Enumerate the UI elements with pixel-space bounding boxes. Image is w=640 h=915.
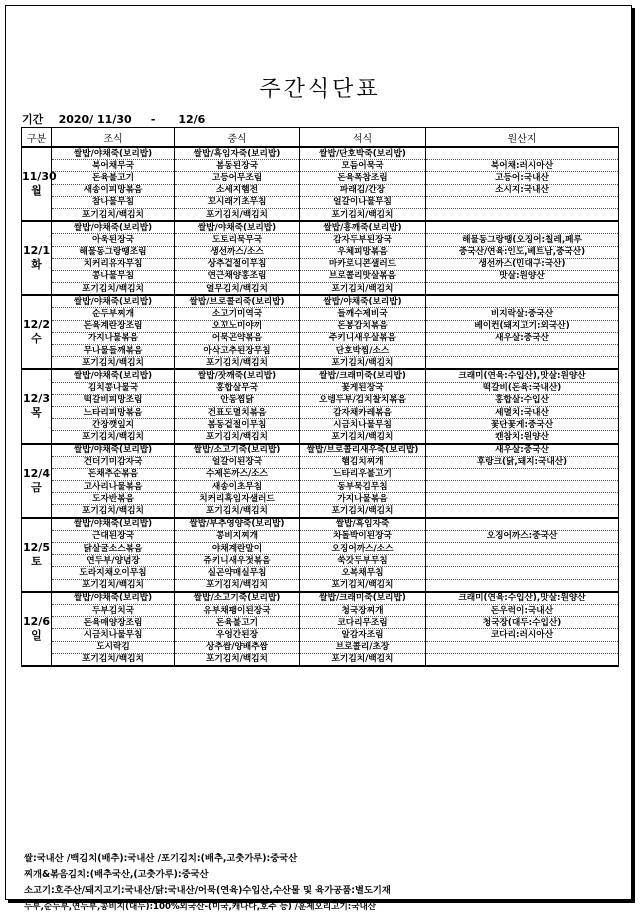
table-row (22, 382, 619, 394)
day-weekday: 금 (31, 480, 42, 494)
breakfast-cell: 고사리나물볶음 (52, 481, 175, 493)
table-row (22, 221, 619, 234)
dinner-cell: 들깨수제비국 (300, 308, 426, 320)
dinner-cell: 브로콜리맛살볶음 (300, 270, 426, 282)
day-date: 12/3 (23, 392, 50, 406)
origin-cell (426, 518, 619, 531)
lunch-cell: 쌀밥/소고기죽(보리밥) (175, 592, 300, 605)
table-row (22, 604, 619, 616)
lunch-cell: 열무김치/백김치 (175, 283, 300, 296)
dinner-cell: 파래김/간장 (300, 184, 426, 196)
lunch-cell: 연근채양홍조림 (175, 270, 300, 282)
dinner-cell: 코다리무조림 (300, 617, 426, 629)
lunch-cell: 안동찜닭 (175, 394, 300, 406)
table-row (22, 184, 619, 196)
lunch-cell: 오꼬노미야끼 (175, 320, 300, 332)
menu-table (21, 127, 619, 667)
table-row (22, 653, 619, 666)
breakfast-cell: 돈육불고기 (52, 172, 175, 184)
table-row (22, 308, 619, 320)
day-date: 11/30 (22, 170, 57, 184)
note-line: 쌀:국내산 /백김치(배추):국내산 /포기김치:(배추,고춧가루):중국산 (24, 853, 298, 864)
breakfast-cell: 도시락김 (52, 641, 175, 653)
breakfast-cell: 쌀밥/야채죽(보리밥) (52, 369, 175, 382)
dinner-cell: 알감자조림 (300, 629, 426, 641)
dinner-cell: 느타리우불고기 (300, 468, 426, 480)
origin-cell: 청국장(대두:수입산) (426, 617, 619, 629)
breakfast-cell: 연두부/양념장 (52, 555, 175, 567)
dinner-cell: 포기김치/백김치 (300, 431, 426, 444)
breakfast-cell: 포기김치/백김치 (52, 208, 175, 221)
lunch-cell: 포기김치/백김치 (175, 653, 300, 666)
table-row (22, 196, 619, 208)
breakfast-cell: 북어채무국 (52, 160, 175, 172)
dinner-cell: 오뎅두부/김치찰치볶음 (300, 394, 426, 406)
lunch-cell: 새송이초무침 (175, 481, 300, 493)
table-row (22, 394, 619, 406)
origin-cell (426, 653, 619, 666)
dinner-cell: 쌀밥/야채죽(보리밥) (300, 295, 426, 308)
table-row (22, 234, 619, 246)
lunch-cell: 아삭고추된장무침 (175, 345, 300, 357)
header-dinner: 석식 (300, 128, 426, 148)
day-weekday: 화 (31, 258, 42, 272)
day-weekday: 목 (31, 406, 42, 420)
dinner-cell: 포기김치/백김치 (300, 208, 426, 221)
origin-cell (426, 567, 619, 579)
breakfast-cell: 가지나물볶음 (52, 332, 175, 344)
table-row (22, 444, 619, 457)
table-row (22, 147, 619, 160)
breakfast-cell: 포기김치/백김치 (52, 653, 175, 666)
table-row (22, 579, 619, 592)
dinner-cell: 주키니새우살볶음 (300, 332, 426, 344)
dinner-cell: 감자두부된장국 (300, 234, 426, 246)
origin-cell (426, 295, 619, 308)
breakfast-cell: 돈육매양장조림 (52, 617, 175, 629)
dinner-cell: 마카로니콘샐러드 (300, 258, 426, 270)
table-row (22, 567, 619, 579)
lunch-cell: 야채계란말이 (175, 543, 300, 555)
origin-cell: 크래미(연육:수입산),맛살:원양산 (426, 369, 619, 382)
day-date: 12/5 (23, 540, 50, 554)
origin-cell (426, 579, 619, 592)
table-row (22, 617, 619, 629)
origin-cell: 비지락살:중국산 (426, 308, 619, 320)
lunch-cell: 유부채팽이된장국 (175, 604, 300, 616)
lunch-cell: 포기김치/백김치 (175, 579, 300, 592)
lunch-cell: 우엉간된장 (175, 629, 300, 641)
day-label (22, 295, 52, 369)
breakfast-cell: 닭살굴소스볶음 (52, 543, 175, 555)
day-weekday: 월 (31, 184, 42, 198)
lunch-cell: 쌀밥/브로콜리죽(보리밥) (175, 295, 300, 308)
lunch-cell: 어묵곤약볶음 (175, 332, 300, 344)
dinner-cell: 얼갈이나물무침 (300, 196, 426, 208)
origin-cell: 고등어:국내산 (426, 172, 619, 184)
day-weekday: 토 (31, 554, 42, 568)
dinner-cell: 쌀밥/흑임자죽 (300, 518, 426, 531)
day-weekday: 수 (31, 332, 42, 346)
day-label (22, 444, 52, 518)
origin-cell: 후랑크(닭,돼지:국내산) (426, 456, 619, 468)
header-row (22, 128, 619, 148)
dinner-cell: 모듬어묵국 (300, 160, 426, 172)
origin-cell (426, 493, 619, 505)
breakfast-cell: 시금치나물무침 (52, 629, 175, 641)
origin-cell (426, 641, 619, 653)
breakfast-cell: 해물동그랑땡조림 (52, 246, 175, 258)
breakfast-cell: 도라지채오이무침 (52, 567, 175, 579)
lunch-cell: 콩비지찌개 (175, 530, 300, 542)
note-line: 소고기:호주산/돼지고기:국내산/닭:국내산/어묵(연육)수입산,수산물 및 육가공품:별도기재 (24, 885, 391, 896)
origin-cell: 북어채:러시아산 (426, 160, 619, 172)
breakfast-cell: 두부김치국 (52, 604, 175, 616)
note-line: 두부,순두부,연두부,콩비지(대두):100%외국산-(미국,캐나다,호주 등) /훈제오리고기:국내산 (24, 902, 377, 912)
breakfast-cell: 쌀밥/야채죽(보리밥) (52, 147, 175, 160)
day-label (22, 221, 52, 295)
origin-cell (426, 505, 619, 518)
table-row (22, 592, 619, 605)
dinner-cell: 청국장찌개 (300, 604, 426, 616)
lunch-cell: 실곤약매실무침 (175, 567, 300, 579)
table-row (22, 345, 619, 357)
lunch-cell: 치커리흑임자샐러드 (175, 493, 300, 505)
lunch-cell: 쥬키니새우젓볶음 (175, 555, 300, 567)
table-row (22, 208, 619, 221)
origin-cell (426, 345, 619, 357)
dinner-cell: 브로콜리/초장 (300, 641, 426, 653)
day-label (22, 369, 52, 443)
origin-cell: 생선까스(민대구:국산) (426, 258, 619, 270)
lunch-cell: 쌀밥/흑임자죽(보리밥) (175, 147, 300, 160)
note-line: 찌개&볶음김치:(배추국산,(고춧가루):중국산 (24, 869, 209, 880)
table-row (22, 518, 619, 531)
dinner-cell: 포기김치/백김치 (300, 653, 426, 666)
table-row (22, 431, 619, 444)
breakfast-cell: 근대된장국 (52, 530, 175, 542)
origin-cell: 꽃단꽃게:중국산 (426, 419, 619, 431)
breakfast-cell: 돈채추순볶음 (52, 468, 175, 480)
table-row (22, 270, 619, 282)
lunch-cell: 봄동겉절이무침 (175, 419, 300, 431)
dinner-cell: 시금치나물무침 (300, 419, 426, 431)
page-title: 주간식단표 (259, 77, 381, 102)
lunch-cell: 포기김치/백김치 (175, 357, 300, 370)
origin-cell: 돈우럭이:국내산 (426, 604, 619, 616)
origin-cell: 홍합살:수입산 (426, 394, 619, 406)
day-date: 12/2 (23, 318, 50, 332)
dinner-cell: 쌀밥/크래미죽(보리밥) (300, 369, 426, 382)
dinner-cell: 쌀밥/크래미죽(보리밥) (300, 592, 426, 605)
breakfast-cell: 떡갈비피망조림 (52, 394, 175, 406)
origin-cell: 떡갈비(돈육:국내산) (426, 382, 619, 394)
header-breakfast: 조식 (52, 128, 175, 148)
lunch-cell: 얼갈이된장국 (175, 456, 300, 468)
dinner-cell: 포기김치/백김치 (300, 283, 426, 296)
dinner-cell: 포기김치/백김치 (300, 357, 426, 370)
origin-cell (426, 555, 619, 567)
breakfast-cell: 콩나물무침 (52, 270, 175, 282)
breakfast-cell: 새송이피망볶음 (52, 184, 175, 196)
lunch-cell: 생선까스/소스 (175, 246, 300, 258)
day-label (22, 592, 52, 666)
lunch-cell: 소세지햄전 (175, 184, 300, 196)
dinner-cell: 돈봉감치볶음 (300, 320, 426, 332)
table-row (22, 629, 619, 641)
origin-cell: 세멸치:국내산 (426, 406, 619, 418)
breakfast-cell: 포기김치/백김치 (52, 431, 175, 444)
breakfast-cell: 김치콩나물국 (52, 382, 175, 394)
breakfast-cell: 쌀밥/야채죽(보리밥) (52, 518, 175, 531)
day-date: 12/4 (23, 466, 50, 480)
origin-cell: 새우살:중국산 (426, 444, 619, 457)
lunch-cell: 포기김치/백김치 (175, 431, 300, 444)
breakfast-cell: 쌀밥/야채죽(보리밥) (52, 592, 175, 605)
origin-cell: 중국산/연육:인도,베트남,중국산) (426, 246, 619, 258)
dinner-cell: 돈육폭참조림 (300, 172, 426, 184)
lunch-cell: 건표도멸치볶음 (175, 406, 300, 418)
table-row (22, 357, 619, 370)
origin-cell: 맛살:원양산 (426, 270, 619, 282)
origin-cell (426, 481, 619, 493)
origin-cell (426, 283, 619, 296)
dinner-cell: 동부묵김무침 (300, 481, 426, 493)
dinner-cell: 쌀밥/단호박죽(보리밥) (300, 147, 426, 160)
origin-notes (24, 851, 391, 915)
lunch-cell: 소고기미역국 (175, 308, 300, 320)
breakfast-cell: 아욱된장국 (52, 234, 175, 246)
table-row (22, 320, 619, 332)
breakfast-cell: 참나물무침 (52, 196, 175, 208)
table-row (22, 493, 619, 505)
origin-cell: 캔참치:원양산 (426, 431, 619, 444)
table-row (22, 468, 619, 480)
lunch-cell: 쌀밥/부추영양죽(보리밥) (175, 518, 300, 531)
breakfast-cell: 쌀밥/야채죽(보리밥) (52, 444, 175, 457)
dinner-cell: 차돌박이된장국 (300, 530, 426, 542)
dinner-cell: 쌀밥/흥깨죽(보리밥) (300, 221, 426, 234)
table-row (22, 481, 619, 493)
origin-cell (426, 196, 619, 208)
table-row (22, 530, 619, 542)
lunch-cell: 봄동된장국 (175, 160, 300, 172)
dinner-cell: 가지나물볶음 (300, 493, 426, 505)
table-row (22, 505, 619, 518)
header-lunch: 중식 (175, 128, 300, 148)
header-category: 구분 (22, 128, 52, 148)
origin-cell: 해물동그랑땡(오징어:칠레,페루 (426, 234, 619, 246)
breakfast-cell: 쌀밥/야채죽(보리밥) (52, 221, 175, 234)
day-label (22, 147, 57, 221)
breakfast-cell: 순두부찌개 (52, 308, 175, 320)
origin-cell: 크래미(연육:수입산),맛살:원양산 (426, 592, 619, 605)
lunch-cell: 포기김치/백김치 (175, 208, 300, 221)
breakfast-cell: 포기김치/백김치 (52, 283, 175, 296)
dinner-cell: 햄김치찌개 (300, 456, 426, 468)
dinner-cell: 오징어까스/소스 (300, 543, 426, 555)
dinner-cell: 꽃게된장국 (300, 382, 426, 394)
lunch-cell: 상추겉절이무침 (175, 258, 300, 270)
day-date: 12/6 (23, 614, 50, 628)
dinner-cell: 오복채무침 (300, 567, 426, 579)
table-row (22, 543, 619, 555)
lunch-cell: 상추쌈/양배추쌈 (175, 641, 300, 653)
dinner-cell: 우체피망볶음 (300, 246, 426, 258)
table-row (22, 419, 619, 431)
lunch-cell: 돈육불고기 (175, 617, 300, 629)
lunch-cell: 수제돈까스/소스 (175, 468, 300, 480)
origin-cell (426, 543, 619, 555)
origin-cell: 베이컨(돼지고기:외국산) (426, 320, 619, 332)
dinner-cell: 포기김치/백김치 (300, 579, 426, 592)
header-origin: 원산지 (426, 128, 619, 148)
dinner-cell: 쌀밥/브로콜리새우죽(보리밥) (300, 444, 426, 457)
table-row (22, 283, 619, 296)
lunch-cell: 도토리묵무국 (175, 234, 300, 246)
day-label (22, 518, 52, 592)
table-row (22, 332, 619, 344)
table-row (22, 555, 619, 567)
breakfast-cell: 돈육계란장조림 (52, 320, 175, 332)
breakfast-cell: 포기김치/백김치 (52, 357, 175, 370)
table-row (22, 406, 619, 418)
table-row (22, 160, 619, 172)
period-label: 기간 2020/ 11/30 - 12/6 (22, 113, 206, 126)
breakfast-cell: 무나물들깨볶음 (52, 345, 175, 357)
table-row (22, 258, 619, 270)
table-row (22, 369, 619, 382)
day-weekday: 일 (31, 628, 42, 642)
table-row (22, 641, 619, 653)
lunch-cell: 쌀밥/잣깨죽(보리밥) (175, 369, 300, 382)
menu-body (22, 147, 619, 666)
origin-cell (426, 208, 619, 221)
breakfast-cell: 도자반볶음 (52, 493, 175, 505)
breakfast-cell: 느타리피망볶음 (52, 406, 175, 418)
lunch-cell: 홍합살무국 (175, 382, 300, 394)
origin-cell (426, 357, 619, 370)
breakfast-cell: 간장깻잎지 (52, 419, 175, 431)
lunch-cell: 쌀밥/소고기죽(보리밥) (175, 444, 300, 457)
lunch-cell: 꼬시래기초무침 (175, 196, 300, 208)
breakfast-cell: 쌀밥/야채죽(보리밥) (52, 295, 175, 308)
breakfast-cell: 포기김치/백김치 (52, 505, 175, 518)
table-row (22, 246, 619, 258)
table-row (22, 295, 619, 308)
origin-cell: 오징어까스:중국산 (426, 530, 619, 542)
origin-cell: 소시지:국내산 (426, 184, 619, 196)
dinner-cell: 단호박찜/소스 (300, 345, 426, 357)
dinner-cell: 감자채카레볶음 (300, 406, 426, 418)
origin-cell (426, 147, 619, 160)
origin-cell (426, 468, 619, 480)
lunch-cell: 쌀밥/야채죽(보리밥) (175, 221, 300, 234)
dinner-cell: 쑥갓두부무침 (300, 555, 426, 567)
origin-cell: 새우살:중국산 (426, 332, 619, 344)
origin-cell: 코다리:러시아산 (426, 629, 619, 641)
origin-cell (426, 221, 619, 234)
table-row (22, 456, 619, 468)
breakfast-cell: 포기김치/백김치 (52, 579, 175, 592)
lunch-cell: 포기김치/백김치 (175, 505, 300, 518)
lunch-cell: 고등어무조림 (175, 172, 300, 184)
breakfast-cell: 건더기미감자국 (52, 456, 175, 468)
breakfast-cell: 치커리유자무침 (52, 258, 175, 270)
table-row (22, 172, 619, 184)
day-date: 12/1 (23, 244, 50, 258)
dinner-cell: 포기김치/백김치 (300, 505, 426, 518)
